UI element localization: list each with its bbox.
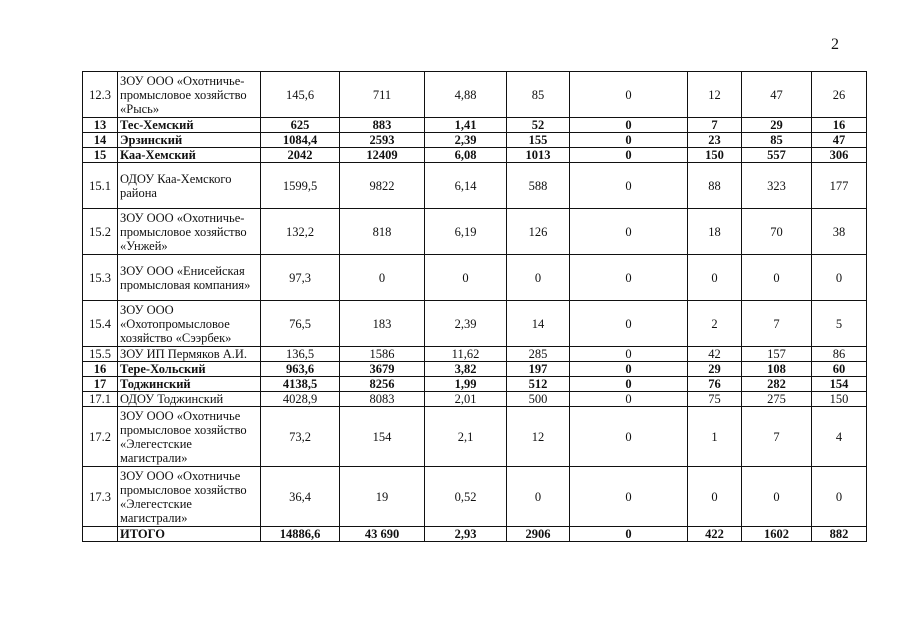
count-value: 8083 <box>340 392 425 407</box>
table-row <box>83 467 867 527</box>
value-col-6: 2 <box>688 301 742 347</box>
row-number: 15.2 <box>83 209 118 255</box>
value-col-6: 12 <box>688 72 742 118</box>
zero-value: 0 <box>570 347 688 362</box>
quota-value: 12 <box>507 407 570 467</box>
zero-value: 0 <box>570 133 688 148</box>
count-value: 711 <box>340 72 425 118</box>
page-number: 2 <box>831 36 839 53</box>
zero-value: 0 <box>570 407 688 467</box>
value-col-7: 70 <box>742 209 812 255</box>
value-col-6: 0 <box>688 255 742 301</box>
count-value: 43 690 <box>340 527 425 542</box>
value-col-8: 47 <box>812 133 867 148</box>
table-row <box>83 148 867 163</box>
quota-value: 2906 <box>507 527 570 542</box>
area-value: 132,2 <box>261 209 340 255</box>
row-name: ИТОГО <box>118 527 261 542</box>
density-value: 0 <box>425 255 507 301</box>
area-value: 73,2 <box>261 407 340 467</box>
area-value: 4028,9 <box>261 392 340 407</box>
value-col-6: 23 <box>688 133 742 148</box>
zero-value: 0 <box>570 255 688 301</box>
value-col-8: 86 <box>812 347 867 362</box>
row-number: 17 <box>83 377 118 392</box>
table-row <box>83 377 867 392</box>
row-number: 17.1 <box>83 392 118 407</box>
value-col-8: 38 <box>812 209 867 255</box>
zero-value: 0 <box>570 527 688 542</box>
value-col-7: 557 <box>742 148 812 163</box>
value-col-8: 882 <box>812 527 867 542</box>
table-row <box>83 347 867 362</box>
row-name: ЗОУ ООО «Охотничье промысловое хозяйство «Элегестские магистрали» <box>118 407 261 467</box>
table-row <box>83 392 867 407</box>
density-value: 1,41 <box>425 118 507 133</box>
row-name: Тере-Хольский <box>118 362 261 377</box>
value-col-8: 16 <box>812 118 867 133</box>
row-name: Тес-Хемский <box>118 118 261 133</box>
density-value: 11,62 <box>425 347 507 362</box>
table-row <box>83 72 867 118</box>
area-value: 36,4 <box>261 467 340 527</box>
value-col-8: 0 <box>812 467 867 527</box>
row-name: ЗОУ ООО «Охотничье-промысловое хозяйство «Рысь» <box>118 72 261 118</box>
count-value: 19 <box>340 467 425 527</box>
value-col-8: 0 <box>812 255 867 301</box>
value-col-6: 0 <box>688 467 742 527</box>
count-value: 1586 <box>340 347 425 362</box>
density-value: 6,14 <box>425 163 507 209</box>
count-value: 0 <box>340 255 425 301</box>
row-number: 15.3 <box>83 255 118 301</box>
zero-value: 0 <box>570 362 688 377</box>
value-col-7: 108 <box>742 362 812 377</box>
count-value: 9822 <box>340 163 425 209</box>
value-col-7: 282 <box>742 377 812 392</box>
value-col-7: 85 <box>742 133 812 148</box>
quota-value: 85 <box>507 72 570 118</box>
value-col-7: 29 <box>742 118 812 133</box>
density-value: 6,19 <box>425 209 507 255</box>
table-row <box>83 255 867 301</box>
value-col-7: 7 <box>742 301 812 347</box>
row-name: ЗОУ ООО «Енисейская промысловая компания» <box>118 255 261 301</box>
value-col-8: 4 <box>812 407 867 467</box>
value-col-6: 1 <box>688 407 742 467</box>
row-name: ОДОУ Каа-Хемского района <box>118 163 261 209</box>
value-col-6: 150 <box>688 148 742 163</box>
density-value: 3,82 <box>425 362 507 377</box>
quota-value: 1013 <box>507 148 570 163</box>
value-col-7: 275 <box>742 392 812 407</box>
quota-value: 285 <box>507 347 570 362</box>
value-col-7: 157 <box>742 347 812 362</box>
row-number: 15 <box>83 148 118 163</box>
row-number: 15.1 <box>83 163 118 209</box>
value-col-6: 422 <box>688 527 742 542</box>
table-row <box>83 209 867 255</box>
value-col-7: 1602 <box>742 527 812 542</box>
area-value: 136,5 <box>261 347 340 362</box>
row-name: ЗОУ ООО «Охотопромысловое хозяйство «Сээрбек» <box>118 301 261 347</box>
row-name: ЗОУ ООО «Охотничье-промысловое хозяйство «Унжей» <box>118 209 261 255</box>
area-value: 2042 <box>261 148 340 163</box>
zero-value: 0 <box>570 209 688 255</box>
value-col-6: 76 <box>688 377 742 392</box>
quota-value: 0 <box>507 467 570 527</box>
value-col-7: 47 <box>742 72 812 118</box>
density-value: 2,1 <box>425 407 507 467</box>
quota-value: 126 <box>507 209 570 255</box>
count-value: 8256 <box>340 377 425 392</box>
value-col-8: 150 <box>812 392 867 407</box>
area-value: 963,6 <box>261 362 340 377</box>
row-number: 17.2 <box>83 407 118 467</box>
value-col-6: 29 <box>688 362 742 377</box>
area-value: 1599,5 <box>261 163 340 209</box>
total-row <box>83 527 867 542</box>
row-name: Эрзинский <box>118 133 261 148</box>
row-number: 13 <box>83 118 118 133</box>
row-number: 17.3 <box>83 467 118 527</box>
value-col-7: 0 <box>742 467 812 527</box>
value-col-8: 306 <box>812 148 867 163</box>
table-row <box>83 118 867 133</box>
value-col-8: 154 <box>812 377 867 392</box>
count-value: 818 <box>340 209 425 255</box>
value-col-7: 0 <box>742 255 812 301</box>
table-row <box>83 407 867 467</box>
value-col-8: 177 <box>812 163 867 209</box>
quota-value: 0 <box>507 255 570 301</box>
table-row <box>83 362 867 377</box>
count-value: 2593 <box>340 133 425 148</box>
count-value: 3679 <box>340 362 425 377</box>
quota-value: 14 <box>507 301 570 347</box>
row-number: 14 <box>83 133 118 148</box>
zero-value: 0 <box>570 72 688 118</box>
table-row <box>83 301 867 347</box>
row-name: ОДОУ Тоджинский <box>118 392 261 407</box>
zero-value: 0 <box>570 377 688 392</box>
row-number <box>83 527 118 542</box>
area-value: 145,6 <box>261 72 340 118</box>
density-value: 0,52 <box>425 467 507 527</box>
zero-value: 0 <box>570 301 688 347</box>
quota-value: 197 <box>507 362 570 377</box>
value-col-8: 60 <box>812 362 867 377</box>
zero-value: 0 <box>570 467 688 527</box>
table-row <box>83 163 867 209</box>
zero-value: 0 <box>570 148 688 163</box>
density-value: 2,93 <box>425 527 507 542</box>
zero-value: 0 <box>570 392 688 407</box>
density-value: 1,99 <box>425 377 507 392</box>
row-number: 15.5 <box>83 347 118 362</box>
table-body <box>83 72 867 542</box>
row-number: 16 <box>83 362 118 377</box>
area-value: 4138,5 <box>261 377 340 392</box>
area-value: 1084,4 <box>261 133 340 148</box>
density-value: 2,39 <box>425 133 507 148</box>
value-col-6: 18 <box>688 209 742 255</box>
area-value: 76,5 <box>261 301 340 347</box>
table-row <box>83 133 867 148</box>
value-col-6: 75 <box>688 392 742 407</box>
row-number: 12.3 <box>83 72 118 118</box>
value-col-8: 5 <box>812 301 867 347</box>
quota-value: 512 <box>507 377 570 392</box>
area-value: 97,3 <box>261 255 340 301</box>
row-name: ЗОУ ИП Пермяков А.И. <box>118 347 261 362</box>
value-col-7: 7 <box>742 407 812 467</box>
zero-value: 0 <box>570 118 688 133</box>
row-name: Тоджинский <box>118 377 261 392</box>
value-col-6: 42 <box>688 347 742 362</box>
quota-value: 500 <box>507 392 570 407</box>
row-name: ЗОУ ООО «Охотничье промысловое хозяйство «Элегестские магистрали» <box>118 467 261 527</box>
quota-value: 588 <box>507 163 570 209</box>
zero-value: 0 <box>570 163 688 209</box>
area-value: 625 <box>261 118 340 133</box>
density-value: 2,39 <box>425 301 507 347</box>
density-value: 6,08 <box>425 148 507 163</box>
count-value: 12409 <box>340 148 425 163</box>
count-value: 183 <box>340 301 425 347</box>
count-value: 154 <box>340 407 425 467</box>
row-number: 15.4 <box>83 301 118 347</box>
row-name: Каа-Хемский <box>118 148 261 163</box>
data-table <box>82 71 867 542</box>
value-col-7: 323 <box>742 163 812 209</box>
value-col-6: 88 <box>688 163 742 209</box>
value-col-8: 26 <box>812 72 867 118</box>
density-value: 2,01 <box>425 392 507 407</box>
density-value: 4,88 <box>425 72 507 118</box>
quota-value: 155 <box>507 133 570 148</box>
area-value: 14886,6 <box>261 527 340 542</box>
count-value: 883 <box>340 118 425 133</box>
quota-value: 52 <box>507 118 570 133</box>
value-col-6: 7 <box>688 118 742 133</box>
